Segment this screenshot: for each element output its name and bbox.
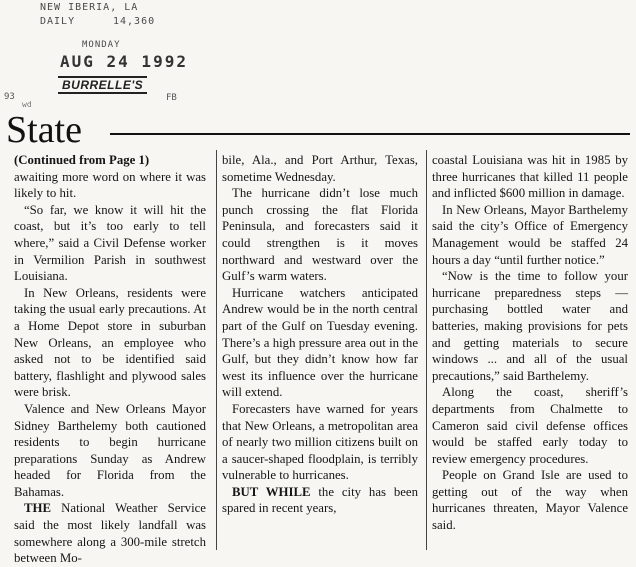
paragraph — [432, 202, 628, 268]
article-column-2 — [222, 152, 418, 517]
article-column-1 — [14, 152, 206, 567]
paragraph-text: bile, Ala., and Port Arthur, Texas, sometime Wednesday. — [222, 153, 418, 184]
paragraph — [14, 152, 206, 202]
paragraph — [222, 484, 418, 517]
column-divider — [426, 150, 427, 550]
paragraph-text: “Now is the time to follow your hurricane preparedness steps — purchasing bottled water and batteries, making provisions for pets and getting materials to secure windows ... and all of the usual precautions,” said Barthelemy. — [432, 269, 628, 383]
clipping-mark-small: wd — [22, 100, 32, 109]
paragraph-lead: (Continued from Page 1) — [14, 153, 150, 167]
paragraph-text: In New Orleans, Mayor Barthelemy said the city’s Office of Emergency Management would be staffed 24 hours a day “until further notice.” — [432, 202, 628, 267]
paragraph-text: The hurricane didn’t lose much punch crossing the flat Florida Peninsula, and forecasters said it could strengthen is it moves northward and westward over the Gulf’s warm waters. — [222, 186, 418, 284]
paragraph-text: People on Grand Isle are used to getting out of the way when hurricanes threaten, Mayor Valence said. — [432, 468, 628, 533]
paragraph — [222, 401, 418, 484]
section-rule — [110, 133, 630, 135]
paragraph — [432, 152, 628, 202]
weekday-stamp: MONDAY — [82, 40, 121, 50]
paragraph-text: Forecasters have warned for years that New Orleans, a metropolitan area of nearly two million citizens built on a saucer-shaped floodplain, is terribly vulnerable to hurricanes. — [222, 401, 418, 483]
paragraph-text: National Weather Service said the most likely landfall was somewhere along a 300-mile stretch between Mo- — [14, 501, 206, 566]
publication-stamp: NEW IBERIA, LA — [40, 2, 139, 13]
clipping-header — [0, 0, 636, 120]
paragraph — [222, 285, 418, 401]
paragraph-text: the city has been spared in recent years, — [222, 484, 418, 516]
paragraph-text: In New Orleans, residents were taking the usual early precautions. At a Home Depot store in suburban New Orleans, an employee who asked not to be identified said battery, flashlight and plywood sales were brisk. — [14, 285, 206, 400]
paragraph — [432, 268, 628, 384]
paragraph — [222, 152, 418, 185]
paragraph — [14, 202, 206, 285]
clipping-mark-right: FB — [166, 93, 177, 103]
paragraph-text: Along the coast, sheriff’s departments from Chalmette to Cameron said civil defense offices would be staffed early today to review emergency procedures. — [432, 385, 628, 466]
date-stamp: AUG 24 1992 — [60, 52, 188, 71]
paragraph-text: “So far, we know it will hit the coast, but it’s too early to tell where,” said a Civil Defense worker in Vermilion Parish in southwest Louisiana. — [14, 202, 206, 284]
paragraph — [432, 467, 628, 533]
circulation-stamp: 14,360 — [113, 16, 156, 27]
section-title: State — [6, 109, 82, 151]
paragraph-text: coastal Louisiana was hit in 1985 by three hurricanes that killed 11 people and inflicted $600 million in damage. — [432, 153, 628, 201]
paragraph-lead: BUT WHILE — [232, 484, 311, 499]
paragraph — [432, 384, 628, 467]
paragraph — [14, 500, 206, 566]
paragraph-text: Valence and New Orleans Mayor Sidney Barthelemy both cautioned residents to begin hurricane preparations Sunday as Andrew headed for Florida from the Bahamas. — [14, 401, 206, 499]
clipping-service-logo: BURRELLE'S — [58, 76, 147, 94]
frequency-stamp: DAILY — [40, 16, 76, 27]
clipping-mark-left: 93 — [4, 92, 15, 102]
article-column-3 — [432, 152, 628, 534]
paragraph-text: awaiting more word on where it was likely to hit. — [14, 169, 206, 201]
column-divider — [216, 150, 217, 550]
paragraph — [222, 185, 418, 285]
paragraph-text: Hurricane watchers anticipated Andrew would be in the north central part of the Gulf on Tuesday evening. There’s a high pressure area out in the Gulf, but they didn’t know how far west its influence over the hurricane will extend. — [222, 285, 418, 400]
paragraph — [14, 401, 206, 501]
paragraph-lead: THE — [24, 501, 52, 516]
paragraph — [14, 285, 206, 401]
